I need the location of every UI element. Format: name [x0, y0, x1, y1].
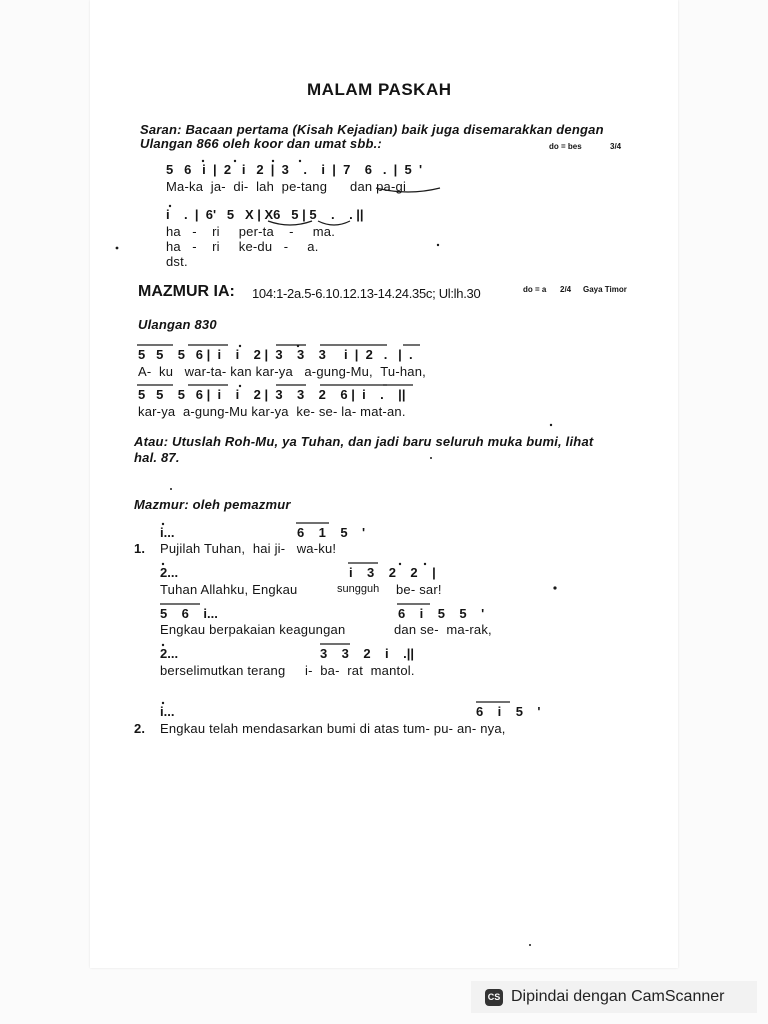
v1-line2-text-a: Tuhan Allahku, Engkau — [160, 582, 298, 597]
ulangan-lyrics-line-1: A- ku war-ta- kan kar-ya a-gung-Mu, Tu-han, — [138, 364, 426, 379]
v1-line4-notes-a: 2... — [160, 646, 179, 661]
v1-line3-text-b: dan se- ma-rak, — [394, 622, 492, 637]
mazmur-key: do = a — [523, 285, 547, 294]
v2-notes-a: i... — [160, 704, 175, 719]
v1-line3-notes-b: 6 i 5 5 ' — [398, 606, 485, 621]
v1-line2-notes-b: i 3 2 2 | — [349, 565, 436, 580]
v1-number: 1. — [134, 541, 146, 556]
song1-lyrics-line-3: ha - ri ke-du - a. — [166, 239, 319, 254]
v1-line4-text-a: berselimutkan terang — [160, 663, 286, 678]
v1-line2-text-b: sungguh — [337, 583, 380, 595]
ulangan-notes-line-1: 5 5 5 6 | i i 2 | 3 3 3 i | 2 . | . — [138, 347, 413, 362]
mazmur-heading: MAZMUR IA: — [138, 283, 235, 300]
psalm-heading: Mazmur: oleh pemazmur — [134, 497, 291, 512]
v1-line1-notes-b: 6 1 5 ' — [297, 525, 366, 540]
v1-line2-text-c: be- sar! — [396, 582, 442, 597]
v1-line1-text: Pujilah Tuhan, hai ji- wa-ku! — [160, 541, 337, 556]
song1-lyrics-line-4: dst. — [166, 254, 188, 269]
suggestion-line-2: Ulangan 866 oleh koor dan umat sbb.: — [140, 136, 382, 151]
atau-line-2: hal. 87. — [134, 450, 180, 465]
ulangan-heading: Ulangan 830 — [138, 317, 217, 332]
mazmur-style: Gaya Timor — [583, 285, 627, 294]
ulangan-notes-line-2: 5 5 5 6 | i i 2 | 3 3 2 6 | i . || — [138, 387, 406, 402]
mazmur-meter: 2/4 — [560, 285, 572, 294]
song1-key: do = bes — [549, 142, 582, 151]
mazmur-reference: 104:1-2a.5-6.10.12.13-14.24.35c; Ul:lh.30 — [252, 286, 481, 301]
v2-text: Engkau telah mendasarkan bumi di atas tum- pu- an- nya, — [160, 721, 506, 736]
v2-number: 2. — [134, 721, 146, 736]
song1-notes-line-1: 5 6 i | 2 i 2 | 3 . i | 7 6 . | 5 ' — [166, 162, 423, 177]
suggestion-line-1: Saran: Bacaan pertama (Kisah Kejadian) baik juga disemarakkan dengan — [140, 122, 604, 137]
v1-line1-notes-a: i... — [160, 525, 175, 540]
ulangan-lyrics-line-2: kar-ya a-gung-Mu kar-ya ke- se- la- mat-an. — [138, 404, 406, 419]
v1-line4-notes-b: 3 3 2 i .|| — [320, 646, 414, 661]
camscanner-logo-icon: CS — [485, 989, 503, 1006]
song1-meter: 3/4 — [610, 142, 622, 151]
atau-line-1: Atau: Utuslah Roh-Mu, ya Tuhan, dan jadi baru seluruh muka bumi, lihat — [134, 434, 594, 449]
song1-lyrics-line-2: ha - ri per-ta - ma. — [166, 224, 336, 239]
song1-lyrics-line-1: Ma-ka ja- di- lah pe-tang dan pa-gi — [166, 179, 407, 194]
v1-line3-text-a: Engkau berpakaian keagungan — [160, 622, 346, 637]
v1-line2-notes-a: 2... — [160, 565, 179, 580]
song1-notes-line-2: i . | 6' 5 X | X6 5 | 5 . . || — [166, 207, 364, 222]
v2-notes-b: 6 i 5 ' — [476, 704, 541, 719]
watermark-label: Dipindai dengan CamScanner — [511, 988, 725, 1005]
document-title: MALAM PASKAH — [307, 80, 452, 99]
v1-line4-text-b: i- ba- rat mantol. — [305, 663, 415, 678]
scanner-watermark — [471, 981, 757, 1013]
v1-line3-notes-a: 5 6 i... — [160, 606, 218, 621]
